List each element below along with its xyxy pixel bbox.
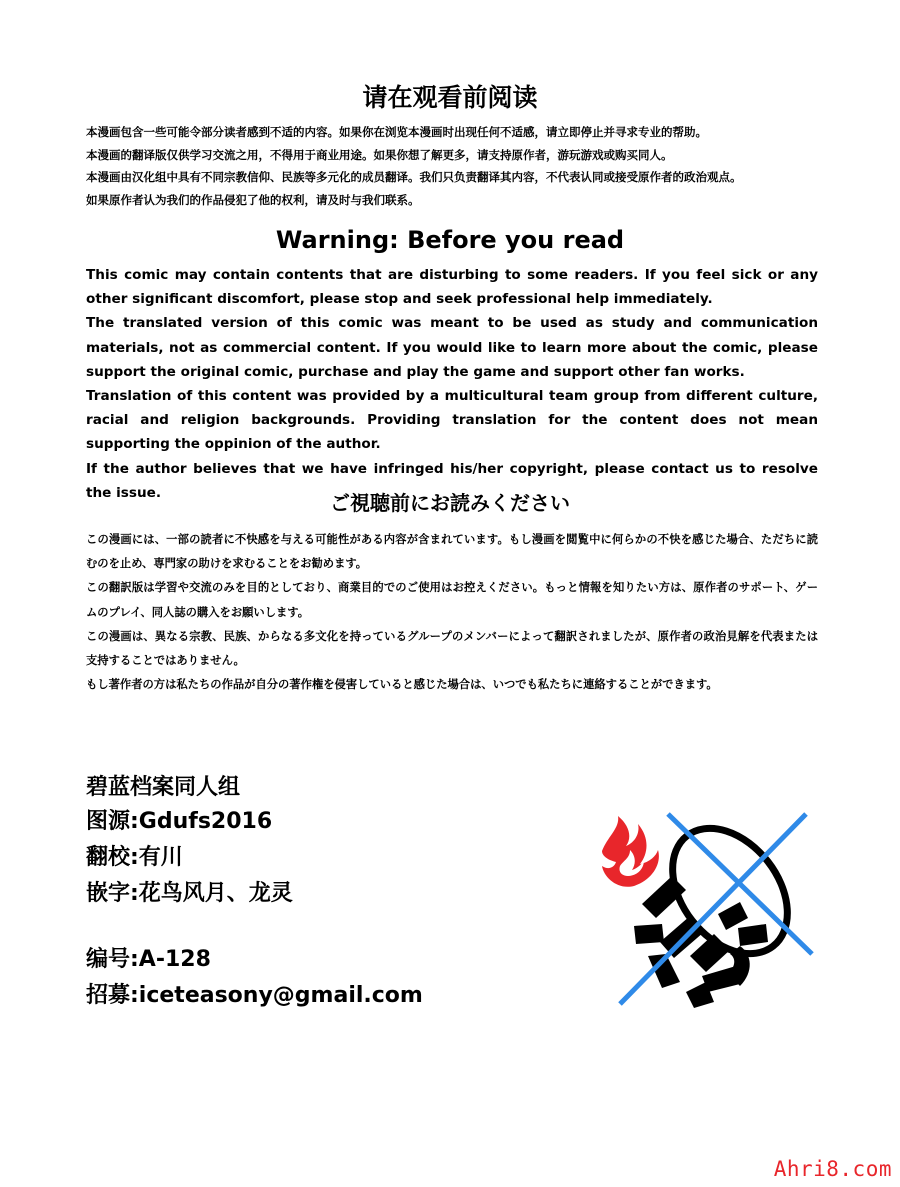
credit-group-name: 碧蓝档案同人组 — [86, 775, 241, 800]
credit-number: 编号:A-128 — [86, 947, 211, 972]
notice-paragraph-jp: この翻訳版は学習や交流のみを目的としており、商業目的でのご使用はお控えください。もっと情報を知りたい方は、原作者のサポート、ゲームのプレイ、同人誌の購入をお願いします。 — [86, 581, 818, 619]
notice-paragraph-en: If the author believes that we have infringed his/her copyright, please contact us to resolve the issue. — [86, 460, 818, 501]
credit-recruit-email: 招募:iceteasony@gmail.com — [86, 983, 423, 1008]
notice-line-cn: 本漫画由汉化组中具有不同宗教信仰、民族等多元化的成员翻译。我们只负责翻译其内容，不代表认同或接受原作者的政治观点。 — [86, 170, 742, 184]
credit-typesetting: 嵌字:花鸟风月、龙灵 — [86, 881, 293, 906]
notice-paragraph-en: Translation of this content was provided by a multicultural team group from different culture, racial and religion backgrounds. Providing translation for the content does not mean supporting the oppinion of the author. — [86, 388, 818, 453]
notice-paragraph-jp: この漫画には、一部の読者に不快感を与える可能性がある内容が含まれています。もし漫画を閲覧中に何らかの不快を感じた場合、ただちに読むのを止め、専門家の助けを求むることをお勧めます。 — [86, 533, 818, 571]
credit-translation: 翻校:有川 — [86, 845, 183, 870]
notice-paragraph-en: This comic may contain contents that are disturbing to some readers. If you feel sick or any other significant discomfort, please stop and seek professional help immediately. — [86, 267, 818, 308]
glyph-icon — [634, 876, 768, 1008]
notice-line-cn: 如果原作者认为我们的作品侵犯了他的权利，请及时与我们联系。 — [86, 192, 420, 207]
watermark-text: Ahri8.com — [773, 1157, 892, 1181]
notice-body-cn — [86, 121, 818, 211]
notice-title-en: Warning: Before you read — [275, 226, 625, 254]
credit-source: 图源:Gdufs2016 — [86, 809, 273, 834]
notice-paragraph-jp: この漫画は、異なる宗教、民族、からなる多文化を持っているグループのメンバーによって翻訳されましたが、原作者の政治見解を代表または支持することではありません。 — [86, 629, 818, 668]
notice-line-cn: 本漫画包含一些可能令部分读者感到不适的内容。如果你在浏览本漫画时出现任何不适感，请立即停止并寻求专业的帮助。 — [86, 125, 707, 139]
notice-paragraph-jp: もし著作者の方は私たちの作品が自分の著作権を侵害していると感じた場合は、いつでも私たちに連絡することができます。 — [86, 678, 718, 692]
notice-body-jp — [86, 528, 818, 697]
group-emblem-icon — [590, 806, 820, 1010]
notice-paragraph-en: The translated version of this comic was meant to be used as study and communication materials, not as commercial content. If you would like to learn more about the comic, please support the original comic, purchase and play the game and support other fan works. — [86, 315, 818, 380]
notice-line-cn: 本漫画的翻译版仅供学习交流之用，不得用于商业用途。如果你想了解更多，请支持原作者，游玩游戏或购买同人。 — [86, 147, 673, 162]
notice-body-en — [86, 263, 818, 505]
notice-title-cn: 请在观看前阅读 — [362, 83, 538, 112]
notice-title-jp: ご視聴前にお読みください — [330, 491, 570, 515]
